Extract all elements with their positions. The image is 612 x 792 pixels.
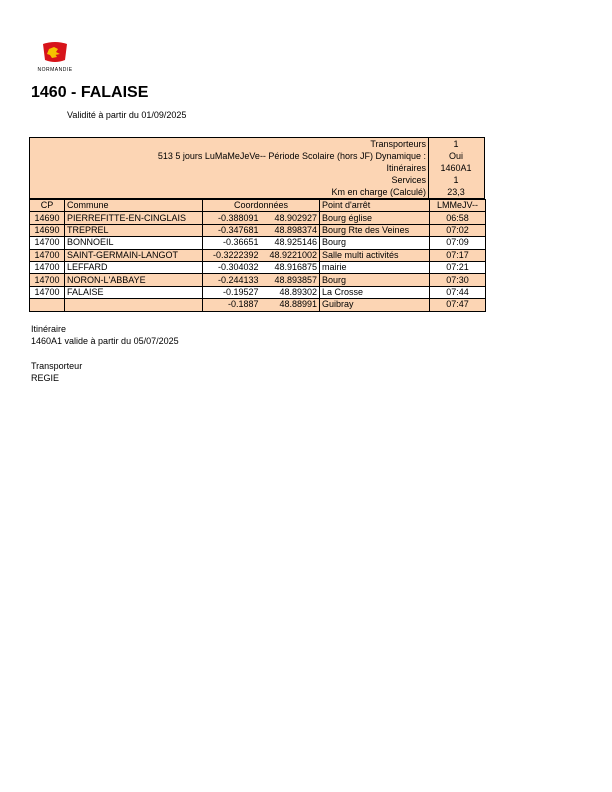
- itinerary-heading: Itinéraire: [31, 324, 67, 334]
- header-days: LMMeJV--: [430, 200, 486, 212]
- cell-stop: Bourg: [320, 274, 430, 286]
- table-header-row: [30, 200, 486, 212]
- cell-cp: 14700: [30, 249, 65, 261]
- cell-latitude: 48.898374: [261, 224, 320, 236]
- carrier-heading: Transporteur: [31, 361, 83, 371]
- cell-latitude: 48.902927: [261, 212, 320, 224]
- cell-longitude: -0.3222392: [203, 249, 261, 261]
- cell-stop: Guibray: [320, 299, 430, 311]
- cell-cp: [30, 299, 65, 311]
- info-value: Oui: [448, 151, 463, 161]
- cell-cp: 14700: [30, 286, 65, 298]
- info-row-km: [30, 186, 484, 198]
- info-value: 1: [453, 175, 459, 185]
- cell-time: 06:58: [430, 212, 486, 224]
- cell-cp: 14700: [30, 261, 65, 273]
- cell-commune: BONNOEIL: [65, 237, 203, 249]
- cell-longitude: -0.244133: [203, 274, 261, 286]
- cell-latitude: 48.89302: [261, 286, 320, 298]
- cell-time: 07:30: [430, 274, 486, 286]
- cell-stop: Bourg Rte des Veines: [320, 224, 430, 236]
- validity-date: Validité à partir du 01/09/2025: [67, 110, 187, 120]
- info-row-services: [30, 174, 484, 186]
- cell-stop: Salle multi activités: [320, 249, 430, 261]
- cell-longitude: -0.1887: [203, 299, 261, 311]
- table-row: [30, 224, 486, 236]
- cell-time: 07:47: [430, 299, 486, 311]
- cell-time: 07:02: [430, 224, 486, 236]
- cell-time: 07:44: [430, 286, 486, 298]
- stops-table: [29, 199, 486, 312]
- info-value: 1460A1: [440, 163, 472, 173]
- header-commune: Commune: [65, 200, 203, 212]
- header-coordinates: Coordonnées: [203, 200, 320, 212]
- carrier-name: REGIE: [31, 373, 60, 383]
- cell-stop: La Crosse: [320, 286, 430, 298]
- table-row: [30, 249, 486, 261]
- info-label: 513 5 jours LuMaMeJeVe-- Période Scolaire (hors JF) Dynamique :: [157, 151, 426, 161]
- cell-commune: SAINT-GERMAIN-LANGOT: [65, 249, 203, 261]
- cell-stop: mairie: [320, 261, 430, 273]
- itinerary-section: [31, 323, 179, 347]
- cell-time: 07:17: [430, 249, 486, 261]
- header-stop: Point d'arrêt: [320, 200, 430, 212]
- itinerary-text: 1460A1 valide à partir du 05/07/2025: [31, 336, 179, 346]
- cell-commune: LEFFARD: [65, 261, 203, 273]
- cell-longitude: -0.388091: [203, 212, 261, 224]
- cell-latitude: 48.893857: [261, 274, 320, 286]
- cell-longitude: -0.36651: [203, 237, 261, 249]
- info-value: 1: [453, 139, 459, 149]
- info-value: 23,3: [447, 187, 465, 197]
- cell-cp: 14690: [30, 224, 65, 236]
- cell-cp: 14700: [30, 237, 65, 249]
- cell-commune: NORON-L'ABBAYE: [65, 274, 203, 286]
- table-row: [30, 286, 486, 298]
- cell-latitude: 48.88991: [261, 299, 320, 311]
- header-cp: CP: [30, 200, 65, 212]
- cell-commune: PIERREFITTE-EN-CINGLAIS: [65, 212, 203, 224]
- table-row: [30, 299, 486, 311]
- info-label: Itinéraires: [386, 163, 426, 173]
- cell-commune: [65, 299, 203, 311]
- cell-time: 07:09: [430, 237, 486, 249]
- cell-cp: 14690: [30, 212, 65, 224]
- cell-stop: Bourg église: [320, 212, 430, 224]
- route-info-box: [29, 137, 485, 199]
- table-row: [30, 274, 486, 286]
- cell-commune: TREPREL: [65, 224, 203, 236]
- cell-longitude: -0.19527: [203, 286, 261, 298]
- table-row: [30, 237, 486, 249]
- cell-latitude: 48.9221002: [261, 249, 320, 261]
- logo-text: NORMANDIE: [37, 67, 73, 73]
- cell-time: 07:21: [430, 261, 486, 273]
- info-label: Services: [391, 175, 426, 185]
- carrier-section: [31, 360, 82, 384]
- table-row: [30, 261, 486, 273]
- cell-cp: 14700: [30, 274, 65, 286]
- info-label: Transporteurs: [370, 139, 426, 149]
- info-label: Km en charge (Calculé): [331, 187, 426, 197]
- table-row: [30, 212, 486, 224]
- info-row-service-type: [30, 150, 484, 162]
- cell-latitude: 48.925146: [261, 237, 320, 249]
- cell-longitude: -0.347681: [203, 224, 261, 236]
- page-title: 1460 - FALAISE: [31, 84, 149, 101]
- cell-latitude: 48.916875: [261, 261, 320, 273]
- info-row-itineraries: [30, 162, 484, 174]
- cell-commune: FALAISE: [65, 286, 203, 298]
- cell-longitude: -0.304032: [203, 261, 261, 273]
- cell-stop: Bourg: [320, 237, 430, 249]
- info-row-carriers: [30, 138, 484, 150]
